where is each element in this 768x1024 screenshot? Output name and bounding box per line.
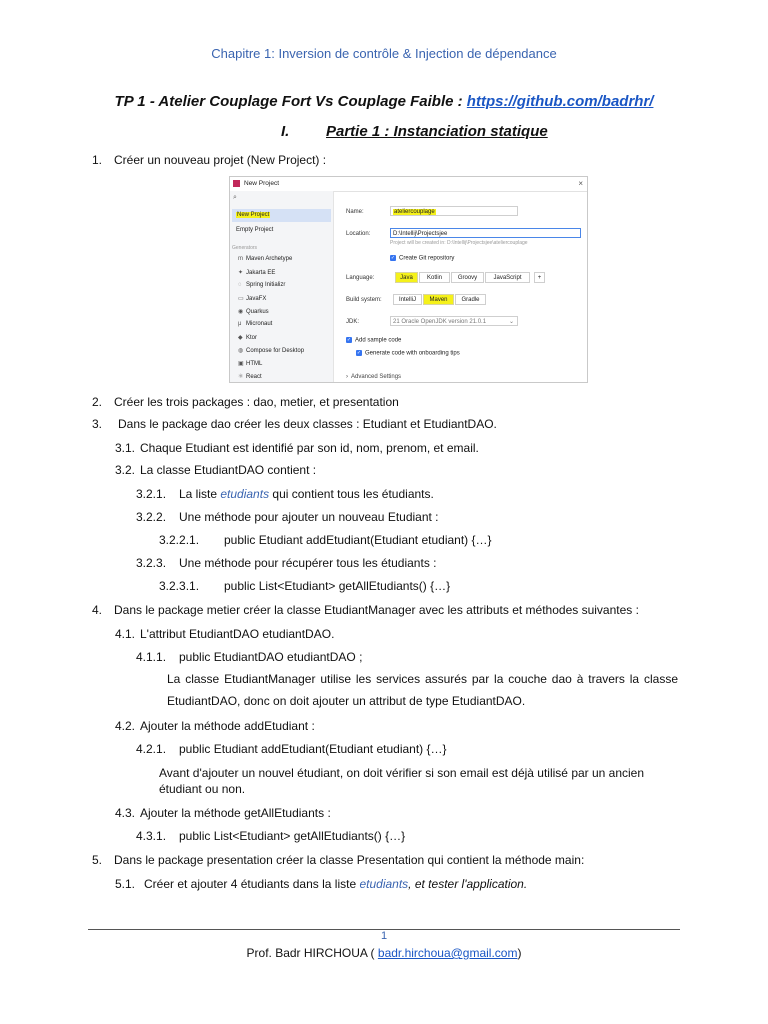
build-maven[interactable]: Maven <box>423 294 454 305</box>
list-item: 4.2.1. public Etudiant addEtudiant(Etudiant etudiant) {…} <box>136 742 447 756</box>
dialog-title: New Project <box>244 180 280 187</box>
onboarding-checkbox[interactable]: ✓ Generate code with onboarding tips <box>356 350 460 357</box>
page-number: 1 <box>380 930 388 942</box>
dialog-sidebar <box>230 191 334 382</box>
spring-icon: ◌ <box>238 282 242 288</box>
name-field[interactable]: ateliercouplage <box>390 206 518 216</box>
sidebar-item-new-project[interactable]: New Project <box>237 212 270 218</box>
search-icon[interactable]: ⌕ <box>233 194 237 201</box>
sidebar-item-generator[interactable]: ◆ Ktor <box>238 335 258 341</box>
new-project-dialog <box>229 176 588 383</box>
build-label: Build system: <box>346 297 382 303</box>
language-label: Language: <box>346 275 375 281</box>
list-item: 3.2. La classe EtudiantDAO contient : <box>115 463 317 477</box>
tp-title-text: TP 1 - Atelier Couplage Fort Vs Couplage Faible : <box>114 93 467 110</box>
intellij-logo-icon <box>233 180 240 187</box>
list-item: 4. Dans le package metier créer la classe EtudiantManager avec les attributs et méthodes suivantes : <box>92 603 639 617</box>
item-text: Créer un nouveau projet (New Project) : <box>114 153 327 167</box>
etudiants-term: etudiants <box>220 487 270 501</box>
list-item <box>92 153 326 167</box>
build-intellij[interactable]: IntelliJ <box>393 294 422 305</box>
location-label: Location: <box>346 231 371 237</box>
list-item: 5.1. Créer et ajouter 4 étudiants dans la liste etudiants, et tester l'application. <box>115 877 528 891</box>
paragraph: La classe EtudiantManager utilise les services assurés par la couche dao à travers la classe EtudiantDAO, donc on doit ajouter un attribut de type EtudiantDAO. <box>167 672 678 708</box>
sidebar-item-generator[interactable]: m Maven Archetype <box>238 256 293 262</box>
list-item: 5. Dans le package presentation créer la classe Presentation qui contient la méthode main: <box>92 853 585 867</box>
jakarta-icon: ✦ <box>238 270 244 276</box>
language-java[interactable]: Java <box>395 272 418 283</box>
location-hint: Project will be created in: D:\Intellij\Projectsjee\ateliercouplage <box>390 240 528 246</box>
part-number: I. <box>281 123 290 140</box>
generators-label: Generators <box>232 245 258 251</box>
sidebar-item-generator[interactable]: ⚛ React <box>238 374 262 380</box>
list-item: 3.2.3. Une méthode pour récupérer tous les étudiants : <box>136 556 437 570</box>
tp-title <box>0 93 768 110</box>
sidebar-item-empty-project[interactable]: Empty Project <box>236 227 274 233</box>
ktor-icon: ◆ <box>238 335 243 341</box>
location-field[interactable]: D:\Intellij\Projectsjee <box>390 228 581 238</box>
list-item: 3.2.3.1. public List<Etudiant> getAllEtudiants() {…} <box>159 579 451 593</box>
sidebar-item-generator[interactable]: ◍ Compose for Desktop <box>238 348 305 354</box>
sidebar-item-generator[interactable]: ✦ Jakarta EE <box>238 270 276 276</box>
list-item: 4.3. Ajouter la méthode getAllEtudiants : <box>115 806 331 820</box>
language-javascript[interactable]: JavaScript <box>485 272 530 283</box>
dialog-titlebar <box>230 177 587 192</box>
language-groovy[interactable]: Groovy <box>451 272 484 283</box>
list-item: 2. Créer les trois packages : dao, metier, et presentation <box>92 395 399 409</box>
part-heading <box>281 123 548 140</box>
sidebar-item-generator[interactable]: ▭ JavaFX <box>238 296 267 302</box>
list-item: 3. Dans le package dao créer les deux classes : Etudiant et EtudiantDAO. <box>92 417 497 431</box>
list-item: 4.1. L'attribut EtudiantDAO etudiantDAO. <box>115 627 335 641</box>
sample-code-checkbox[interactable]: ✓ Add sample code <box>346 337 402 344</box>
chevron-down-icon: ⌄ <box>508 319 514 325</box>
footer-author: Prof. Badr HIRCHOUA ( badr.hirchoua@gmail.com) <box>246 946 522 960</box>
maven-icon: m <box>238 256 243 262</box>
html-icon: ▣ <box>238 361 244 367</box>
close-icon[interactable]: × <box>578 179 583 188</box>
javafx-icon: ▭ <box>238 296 244 302</box>
quarkus-icon: ◉ <box>238 309 244 315</box>
compose-icon: ◍ <box>238 348 244 354</box>
sidebar-item-generator[interactable]: ◌ Spring Initializr <box>238 282 286 288</box>
jdk-label: JDK: <box>346 319 360 325</box>
advanced-settings[interactable]: › Advanced Settings <box>346 374 402 380</box>
name-label: Name: <box>346 209 364 215</box>
micronaut-icon: μ <box>238 321 242 327</box>
etudiants-term: etudiants <box>359 877 409 891</box>
list-item: 4.1.1. public EtudiantDAO etudiantDAO ; <box>136 650 363 664</box>
list-item: 3.2.2.1. public Etudiant addEtudiant(Etudiant etudiant) {…} <box>159 533 492 547</box>
language-kotlin[interactable]: Kotlin <box>419 272 450 283</box>
chapter-header: Chapitre 1: Inversion de contrôle & Injection de dépendance <box>211 46 557 61</box>
list-item: 3.1. Chaque Etudiant est identifié par son id, nom, prenom, et email. <box>115 441 479 455</box>
chevron-right-icon: › <box>346 374 348 380</box>
add-language-button[interactable]: + <box>534 272 545 283</box>
item-number: 1. <box>92 153 103 167</box>
github-link[interactable]: https://github.com/badrhr/ <box>466 93 654 110</box>
sidebar-item-generator[interactable]: ◉ Quarkus <box>238 309 269 315</box>
list-item: 4.2. Ajouter la méthode addEtudiant : <box>115 719 315 733</box>
jdk-select[interactable]: 21 Oracle OpenJDK version 21.0.1 ⌄ <box>390 316 518 326</box>
sidebar-item-generator[interactable]: μ Micronaut <box>238 321 273 327</box>
build-gradle[interactable]: Gradle <box>455 294 486 305</box>
paragraph: Avant d'ajouter un nouvel étudiant, on doit vérifier si son email est déjà utilisé par un ancien étudiant ou non. <box>159 766 645 796</box>
list-item: 3.2.2. Une méthode pour ajouter un nouveau Etudiant : <box>136 510 439 524</box>
author-email-link[interactable]: badr.hirchoua@gmail.com <box>377 946 518 960</box>
sidebar-item-generator[interactable]: ▣ HTML <box>238 361 263 367</box>
react-icon: ⚛ <box>238 374 244 380</box>
part-label: Partie 1 : Instanciation statique <box>326 123 548 140</box>
list-item: 4.3.1. public List<Etudiant> getAllEtudiants() {…} <box>136 829 406 843</box>
git-checkbox[interactable]: ✓ Create Git repository <box>390 255 455 262</box>
list-item: 3.2.1. La liste etudiants qui contient tous les étudiants. <box>136 487 434 501</box>
